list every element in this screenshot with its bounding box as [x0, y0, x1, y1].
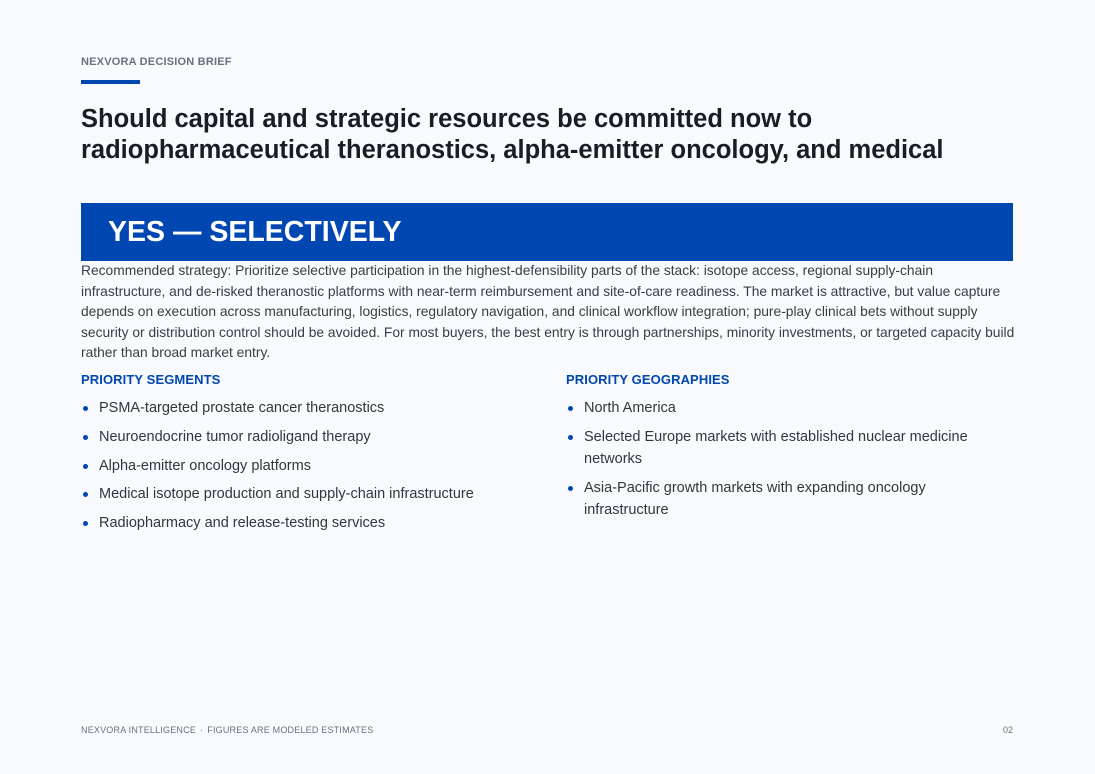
- eyebrow-accent-rule: [81, 80, 140, 84]
- list-item-label: Asia-Pacific growth markets with expanding oncology infrastructure: [584, 479, 926, 518]
- priority-geographies-heading: PRIORITY GEOGRAPHIES: [566, 372, 730, 387]
- priority-geographies-list: [566, 397, 1006, 521]
- list-item: [81, 455, 541, 477]
- bullet-dot-icon: [83, 435, 88, 440]
- page-number: 02: [1002, 725, 1013, 735]
- list-item: [81, 397, 541, 419]
- priority-segments-section: [81, 372, 541, 541]
- verdict-label: YES — SELECTIVELY: [108, 216, 402, 248]
- bullet-dot-icon: [83, 464, 88, 469]
- verdict-banner: [81, 203, 1013, 261]
- bullet-dot-icon: [83, 521, 88, 526]
- list-item: [81, 426, 541, 448]
- list-item-label: Radiopharmacy and release-testing services: [99, 515, 386, 532]
- list-item: [566, 426, 1006, 470]
- footer-source: [81, 725, 373, 735]
- list-item-label: Selected Europe markets with established nuclear medicine networks: [584, 428, 968, 467]
- list-item: [566, 397, 1006, 419]
- list-item: [81, 512, 541, 534]
- list-item-label: Alpha-emitter oncology platforms: [99, 457, 311, 474]
- priority-segments-list: [81, 397, 541, 534]
- recommendation-summary: Recommended strategy: Prioritize selective participation in the highest-defensibility parts of the stack: isotope access, regional supply-chain infrastructure, and de-risked theranostic platforms with near-term reimbursement and site-of-care readiness. The market is attractive, but value capture depends on execution across manufacturing, logistics, regulatory navigation, and clinical workflow integration; pure-play clinical bets without supply security or distribution control should be avoided. For most buyers, the best entry is through partnerships, minority investments, or targeted capacity build rather than broad market entry.: [81, 263, 1015, 361]
- list-item-label: North America: [584, 400, 676, 416]
- list-item-label: Neuroendocrine tumor radioligand therapy: [99, 428, 371, 445]
- bullet-dot-icon: [568, 406, 573, 411]
- list-item-label: Medical isotope production and supply-chain infrastructure: [99, 486, 474, 503]
- footer-separator: ·: [200, 725, 204, 735]
- bullet-dot-icon: [568, 435, 573, 440]
- footer-source-label: NEXVORA INTELLIGENCE: [81, 725, 197, 735]
- priority-segments-heading: PRIORITY SEGMENTS: [81, 372, 221, 387]
- list-item: [566, 477, 1006, 521]
- bullet-dot-icon: [83, 406, 88, 411]
- bullet-dot-icon: [83, 492, 88, 497]
- brief-eyebrow: NEXVORA DECISION BRIEF: [81, 56, 232, 68]
- bullet-dot-icon: [568, 486, 573, 491]
- footer-note: FIGURES ARE MODELED ESTIMATES: [207, 725, 374, 735]
- priority-geographies-section: [566, 372, 1006, 527]
- list-item-label: PSMA-targeted prostate cancer theranostics: [99, 400, 385, 416]
- page-title: Should capital and strategic resources be committed now to radiopharmaceutical theranostics, alpha-emitter oncology, and medical: [81, 105, 944, 164]
- list-item: [81, 483, 541, 505]
